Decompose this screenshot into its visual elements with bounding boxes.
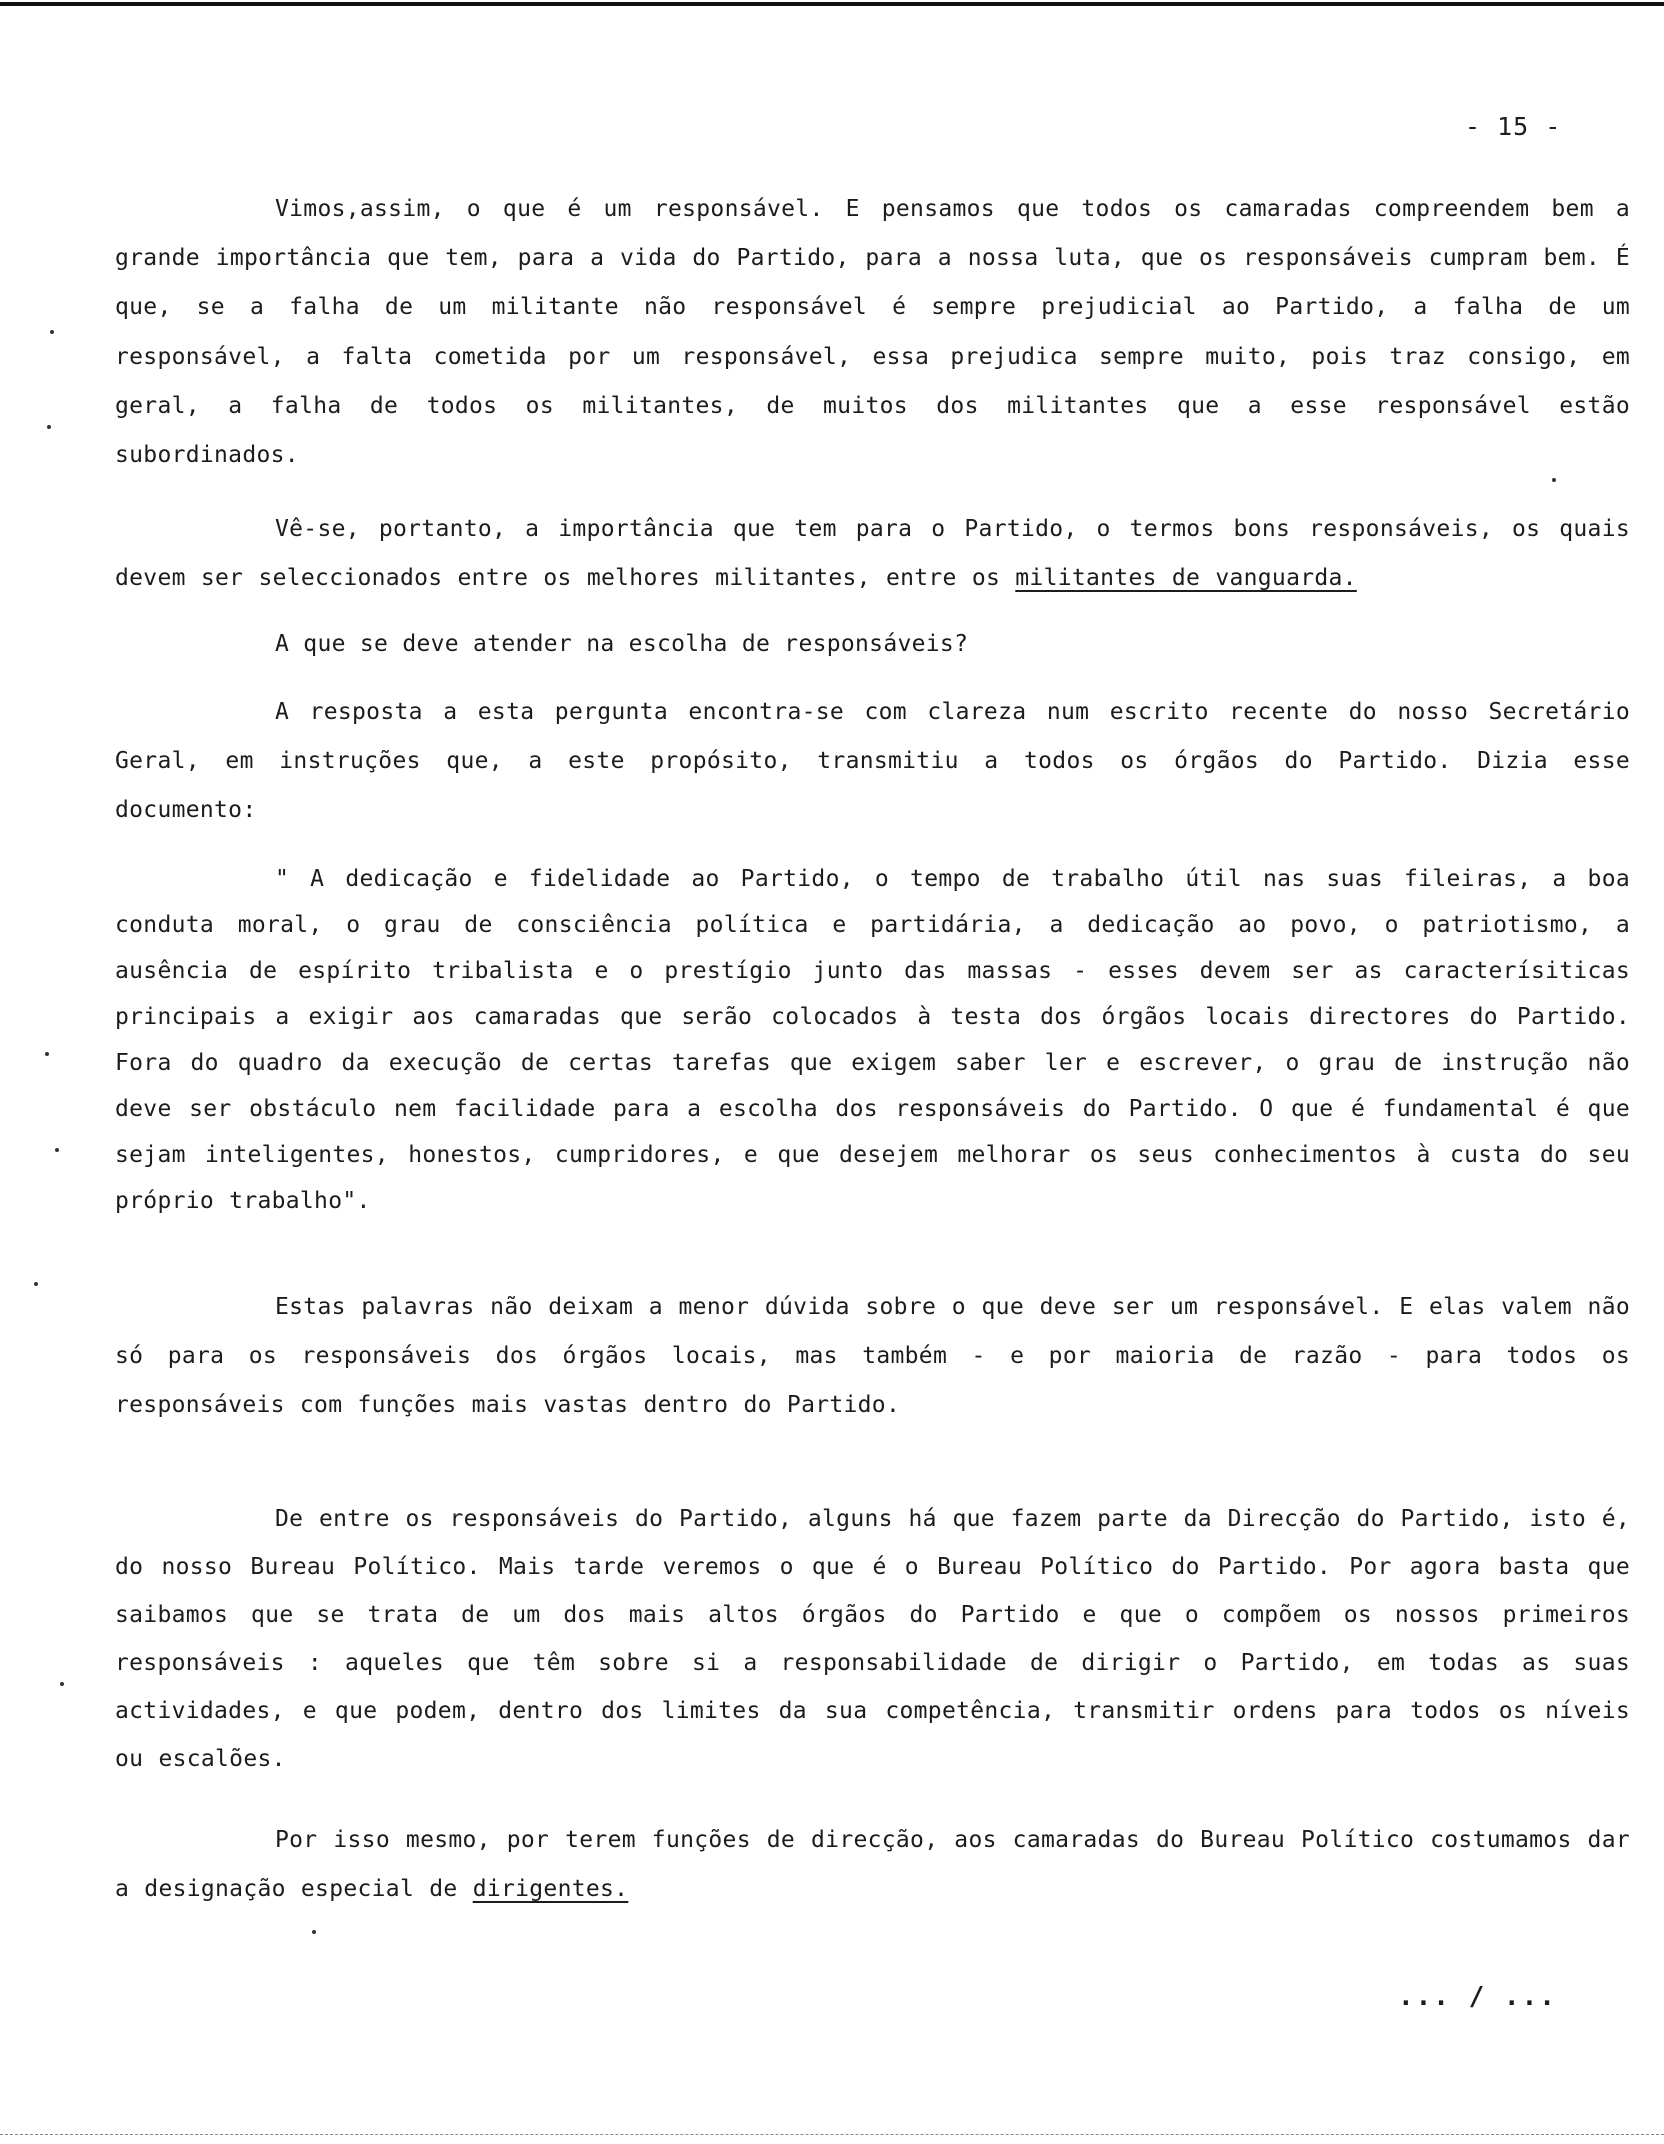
margin-speck (1552, 478, 1556, 482)
paragraph-1 (115, 185, 1630, 480)
continuation-marker: ... / ... (1398, 1982, 1557, 2012)
bottom-border-rule (0, 2134, 1664, 2136)
page-number: - 15 - (1465, 112, 1562, 141)
paragraph-7-text: De entre os responsáveis do Partido, alguns há que fazem parte da Direcção do Partido, isto é, do nosso Bureau Político. Mais tarde veremos o que é o Bureau Político do Partido. Por agora basta que saibamos que se trata de um dos mais altos órgãos do Partido e que o compõem os nossos primeiros responsáveis : aqueles que têm sobre si a responsabilidade de dirigir o Partido, em todas as suas actividades, e que podem, dentro dos limites da sua competência, transmitir ordens para todos os níveis ou escalões. (115, 1506, 1630, 1772)
paragraph-7 (115, 1495, 1630, 1783)
question-heading (275, 620, 1475, 669)
margin-speck (45, 1052, 49, 1056)
paragraph-4 (115, 688, 1630, 836)
paragraph-6-text: Estas palavras não deixam a menor dúvida sobre o que deve ser um responsável. E elas valem não só para os responsáveis dos órgãos locais, mas também - e por maioria de razão - para todos os responsáveis com funções mais vastas dentro do Partido. (115, 1294, 1630, 1419)
margin-speck (50, 330, 54, 334)
top-border-rule (0, 2, 1664, 6)
paragraph-8-underlined: dirigentes. (472, 1876, 629, 1903)
paragraph-2-text: Vê-se, portanto, a importância que tem para o Partido, o termos bons responsáveis, os quais devem ser seleccionados entre os melhores militantes, entre os (115, 516, 1630, 592)
margin-speck (55, 1148, 59, 1152)
paragraph-2-underlined: militantes de vanguarda. (1015, 565, 1357, 592)
margin-speck (47, 425, 51, 429)
paragraph-5-text: " A dedicação e fidelidade ao Partido, o tempo de trabalho útil nas suas fileiras, a boa conduta moral, o grau de consciência política e partidária, a dedicação ao povo, o patriotismo, a ausência de espírito tribalista e o prestígio junto das massas - esses devem ser as caracterísiticas principais a exigir aos camaradas que serão colocados à testa dos órgãos locais directores do Partido. Fora do quadro da execução de certas tarefas que exigem saber ler e escrever, o grau de instrução não deve ser obstáculo nem facilidade para a escolha dos responsáveis do Partido. O que é fundamental é que sejam inteligentes, honestos, cumpridores, e que desejem melhorar os seus conhecimentos à custa do seu próprio trabalho". (115, 866, 1630, 1214)
paragraph-6 (115, 1283, 1630, 1431)
margin-speck (60, 1682, 64, 1686)
margin-speck (34, 1282, 38, 1286)
paragraph-1-text: Vimos,assim, o que é um responsável. E pensamos que todos os camaradas compreendem bem a grande importância que tem, para a vida do Partido, para a nossa luta, que os responsáveis cumpram bem. É que, se a falha de um militante não responsável é sempre prejudicial ao Partido, a falha de um responsável, a falta cometida por um responsável, essa prejudica sempre muito, pois traz consigo, em geral, a falha de todos os militantes, de muitos dos militantes que a esse responsável estão subordinados. (115, 196, 1630, 469)
margin-speck (312, 1930, 316, 1934)
paragraph-8 (115, 1816, 1630, 1914)
paragraph-4-text: A resposta a esta pergunta encontra-se com clareza num escrito recente do nosso Secretário Geral, em instruções que, a este propósito, transmitiu a todos os órgãos do Partido. Dizia esse documento: (115, 699, 1630, 824)
paragraph-8-text: Por isso mesmo, por terem funções de direcção, aos camaradas do Bureau Político costumamos dar a designação especial de (115, 1827, 1630, 1903)
paragraph-5-quote (115, 856, 1630, 1224)
paragraph-2 (115, 505, 1630, 603)
question-text: A que se deve atender na escolha de responsáveis? (275, 631, 969, 657)
